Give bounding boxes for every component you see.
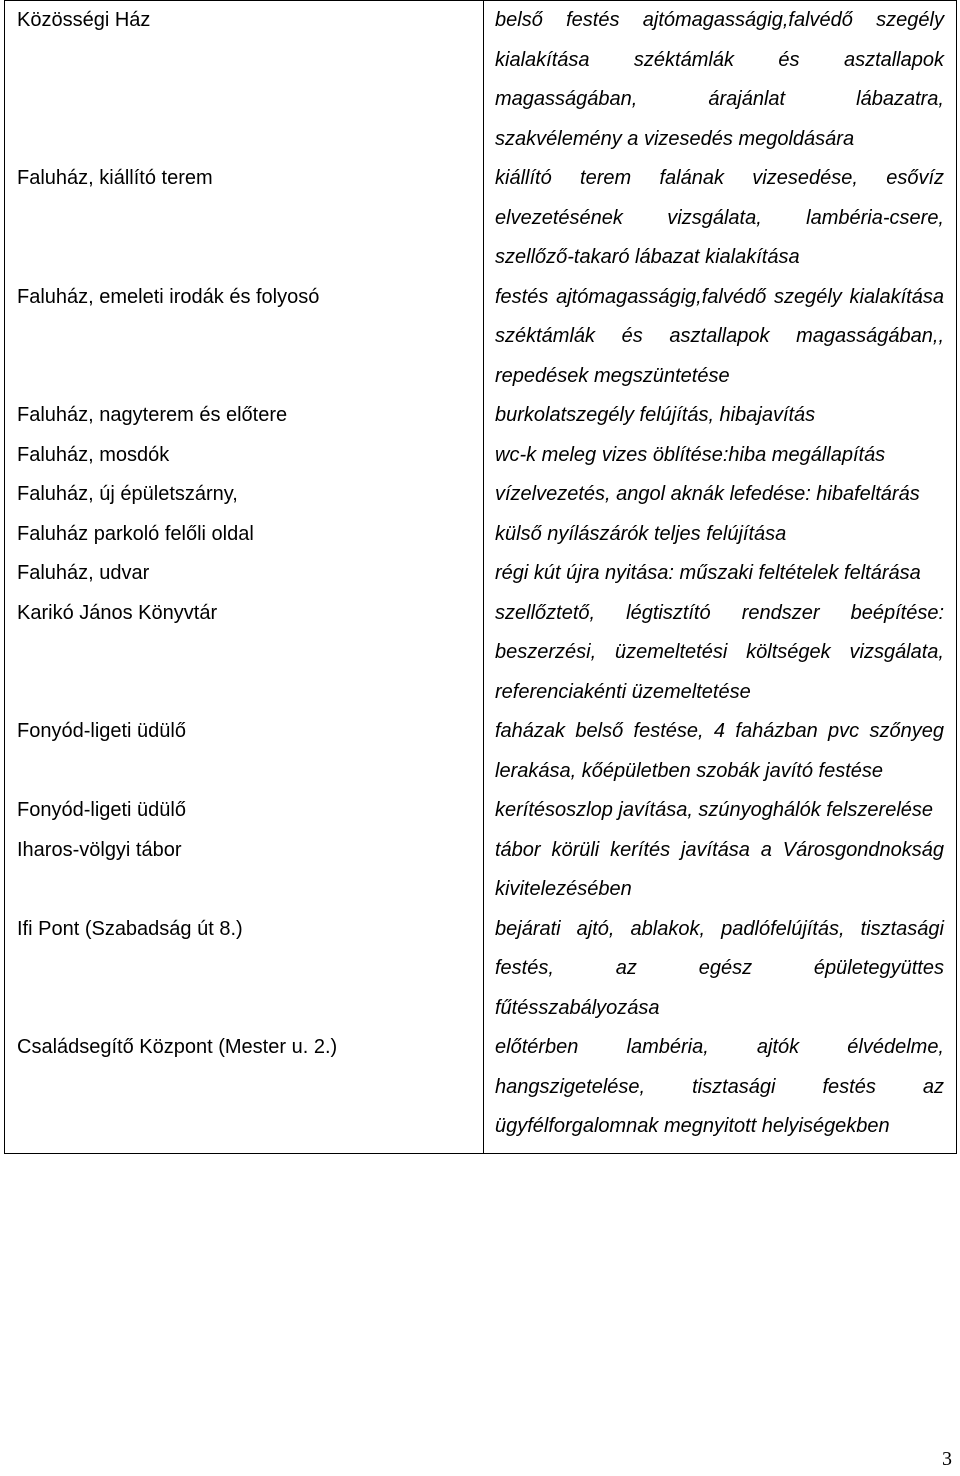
table-row: [5, 1, 957, 160]
work-description-cell: külső nyílászárók teljes felújítása: [484, 515, 957, 555]
table-row: [5, 278, 957, 397]
table-row: [5, 831, 957, 910]
location-cell: Karikó János Könyvtár: [5, 594, 484, 713]
work-description-cell: előtérben lambéria, ajtók élvédelme, hangszigetelése, tisztasági festés az ügyfélforgalomnak megnyitott helyiségekben: [484, 1028, 957, 1153]
table-row: [5, 791, 957, 831]
location-cell: Fonyód-ligeti üdülő: [5, 712, 484, 791]
location-cell: Faluház, nagyterem és előtere: [5, 396, 484, 436]
location-cell: Családsegítő Központ (Mester u. 2.): [5, 1028, 484, 1153]
work-description-cell: belső festés ajtómagasságig,falvédő szegély kialakítása széktámlák és asztallapok magasságában, árajánlat lábazatra, szakvélemény a vizesedés megoldására: [484, 1, 957, 160]
work-description-cell: wc-k meleg vizes öblítése:hiba megállapítás: [484, 436, 957, 476]
work-description-cell: bejárati ajtó, ablakok, padlófelújítás, tisztasági festés, az egész épületegyüttes fűtésszabályozása: [484, 910, 957, 1029]
work-description-cell: tábor körüli kerítés javítása a Városgondnokság kivitelezésében: [484, 831, 957, 910]
location-cell: Ifi Pont (Szabadság út 8.): [5, 910, 484, 1029]
location-cell: Faluház, emeleti irodák és folyosó: [5, 278, 484, 397]
work-description-cell: kerítésoszlop javítása, szúnyoghálók felszerelése: [484, 791, 957, 831]
table-row: [5, 515, 957, 555]
work-description-cell: szellőztető, légtisztító rendszer beépítése: beszerzési, üzemeltetési költségek vizsgálata, referenciakénti üzemeltetése: [484, 594, 957, 713]
work-description-cell: festés ajtómagasságig,falvédő szegély kialakítása széktámlák és asztallapok magasságában,, repedések megszüntetése: [484, 278, 957, 397]
location-cell: Iharos-völgyi tábor: [5, 831, 484, 910]
work-description-cell: kiállító terem falának vizesedése, esővíz elvezetésének vizsgálata, lambéria-csere, szellőző-takaró lábazat kialakítása: [484, 159, 957, 278]
location-cell: Faluház, kiállító terem: [5, 159, 484, 278]
table-row: [5, 554, 957, 594]
page-number: 3: [942, 1448, 952, 1470]
location-cell: Faluház parkoló felőli oldal: [5, 515, 484, 555]
work-description-cell: burkolatszegély felújítás, hibajavítás: [484, 396, 957, 436]
work-description-cell: régi kút újra nyitása: műszaki feltételek feltárása: [484, 554, 957, 594]
location-cell: Faluház, új épületszárny,: [5, 475, 484, 515]
table-row: [5, 396, 957, 436]
table-row: [5, 1028, 957, 1153]
work-description-cell: faházak belső festése, 4 faházban pvc szőnyeg lerakása, kőépületben szobák javító festése: [484, 712, 957, 791]
location-cell: Faluház, udvar: [5, 554, 484, 594]
maintenance-table: [4, 0, 957, 1154]
table-row: [5, 594, 957, 713]
location-cell: Faluház, mosdók: [5, 436, 484, 476]
location-cell: Közösségi Ház: [5, 1, 484, 160]
table-row: [5, 436, 957, 476]
location-cell: Fonyód-ligeti üdülő: [5, 791, 484, 831]
table-row: [5, 910, 957, 1029]
work-description-cell: vízelvezetés, angol aknák lefedése: hibafeltárás: [484, 475, 957, 515]
table-row: [5, 712, 957, 791]
table-row: [5, 159, 957, 278]
table-row: [5, 475, 957, 515]
table-body: [5, 1, 957, 1154]
